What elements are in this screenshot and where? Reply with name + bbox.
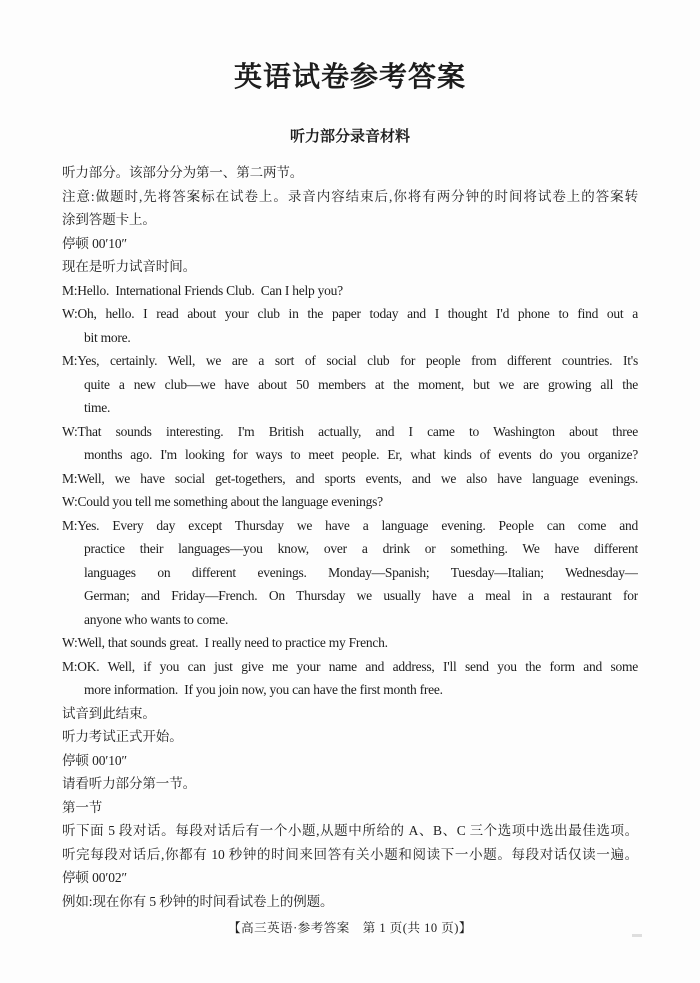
transcript-line-continuation: practice their languages—you know, over a drink or something. We have different: [84, 541, 638, 556]
transcript-line-continuation: time.: [84, 400, 111, 415]
transcript-body: [62, 161, 638, 913]
transcript-line-continuation: languages on different evenings. Monday—Spanish; Tuesday—Italian; Wednesday—: [84, 564, 638, 580]
transcript-line: M:Yes, certainly. Well, we are a sort of social club for people from different countries. It's: [62, 353, 638, 368]
body-line: 注意:做题时,先将答案标在试卷上。录音内容结束后,你将有两分钟的时间将试卷上的答案转: [62, 188, 638, 204]
scan-artifact: [632, 934, 642, 937]
transcript-line: W:Could you tell me something about the language evenings?: [62, 494, 383, 509]
body-line: 请看听力部分第一节。: [62, 776, 196, 791]
pause-line: 停顿 00′02″: [62, 870, 128, 885]
body-line: 试音到此结束。: [62, 705, 156, 721]
transcript-line-continuation: quite a new club—we have about 50 members at the moment, but we are growing all the: [84, 376, 638, 392]
transcript-line: W:Oh, hello. I read about your club in the paper today and I thought I'd phone to find out a: [62, 306, 638, 321]
transcript-line-continuation: months ago. I'm looking for ways to meet people. Er, what kinds of events do you organize?: [84, 447, 638, 462]
transcript-line: M:Yes. Every day except Thursday we have a language evening. People can come and: [62, 517, 638, 533]
page-footer: 【高三英语·参考答案 第 1 页(共 10 页)】: [228, 921, 472, 935]
transcript-line: W:Well, that sounds great. I really need to practice my French.: [62, 635, 388, 650]
body-line: 例如:现在你有 5 秒钟的时间看试卷上的例题。: [62, 893, 334, 909]
transcript-line-continuation: anyone who wants to come.: [84, 611, 229, 627]
body-line: 现在是听力试音时间。: [62, 259, 196, 274]
section-subtitle: 听力部分录音材料: [289, 128, 410, 145]
transcript-line-continuation: more information. If you join now, you can have the first month free.: [84, 682, 443, 697]
transcript-line-continuation: bit more.: [84, 329, 131, 345]
transcript-line: M:Well, we have social get-togethers, and sports events, and we also have language evenings.: [62, 470, 638, 486]
pause-line: 停顿 00′10″: [62, 752, 128, 768]
page-title: 英语试卷参考答案: [233, 61, 466, 92]
transcript-line-continuation: German; and Friday—French. On Thursday we usually have a meal in a restaurant for: [84, 588, 638, 603]
body-line: 听力部分。该部分分为第一、第二两节。: [62, 165, 304, 180]
transcript-line: M:OK. Well, if you can just give me your name and address, I'll send you the form and some: [62, 658, 638, 674]
pause-line: 停顿 00′10″: [62, 235, 128, 251]
body-line: 听完每段对话后,你都有 10 秒钟的时间来回答有关小题和阅读下一小题。每段对话仅读一遍。: [62, 846, 638, 862]
body-line: 听下面 5 段对话。每段对话后有一个小题,从题中所给的 A、B、C 三个选项中选出最佳选项。: [62, 823, 638, 838]
transcript-line: M:Hello. International Friends Club. Can I help you?: [62, 282, 343, 298]
body-line: 听力考试正式开始。: [62, 729, 183, 744]
transcript-line: W:That sounds interesting. I'm British actually, and I came to Washington about three: [62, 423, 638, 439]
section-heading: 第一节: [62, 799, 103, 815]
body-line: 涂到答题卡上。: [62, 212, 156, 227]
